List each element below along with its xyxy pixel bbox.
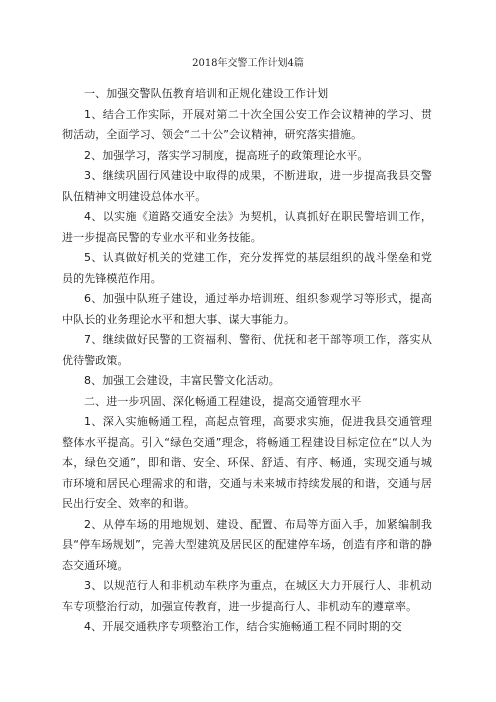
paragraph: 3、以规范行人和非机动车秩序为重点，在城区大力开展行人、非机动车专项整治行动，加强宣传教育，进一步提高行人、非机动车的遵章率。 bbox=[62, 579, 432, 613]
paragraph: 7、继续做好民警的工资福利、警衔、优抚和老干部等项工作，落实从优待警政策。 bbox=[62, 333, 432, 367]
paragraph: 1、深入实施畅通工程，高起点管理，高要求实施，促进我县交通管理整体水平提高。引入“绿色交通”理念，将畅通工程建设目标定位在“以人为本，绿色交通”，即和谐、安全、环保、舒适、有序、畅通，实现交通与城市环境和居民心理需求的和谐，交通与未来城市持续发展的和谐，交通与居民出行安全、效率的和谐。 bbox=[62, 415, 432, 510]
document-title: 2018年交警工作计划4篇 bbox=[192, 58, 304, 69]
paragraph: 2、从停车场的用地规划、建设、配置、布局等方面入手，加紧编制我县“停车场规划”，完善大型建筑及居民区的配建停车场，创造有序和谐的静态交通环境。 bbox=[62, 517, 432, 572]
document-body bbox=[62, 84, 432, 638]
paragraph: 1、结合工作实际，开展对第二十次全国公安工作会议精神的学习、贯彻活动，全面学习、领会“二十公”会议精神，研究落实措施。 bbox=[62, 107, 432, 141]
paragraph: 5、认真做好机关的党建工作，充分发挥党的基层组织的战斗堡垒和党员的先锋模范作用。 bbox=[62, 251, 432, 285]
paragraph: 4、开展交通秩序专项整治工作，结合实施畅通工程不同时期的交 bbox=[84, 620, 402, 633]
paragraph: 6、加强中队班子建设，通过举办培训班、组织参观学习等形式，提高中队长的业务理论水平和想大事、谋大事能力。 bbox=[62, 292, 432, 326]
paragraph: 3、继续巩固行风建设中取得的成果，不断进取，进一步提高我县交警队伍精神文明建设总体水平。 bbox=[62, 169, 432, 203]
paragraph: 2、加强学习，落实学习制度，提高班子的政策理论水平。 bbox=[84, 148, 369, 162]
section-heading: 一、加强交警队伍教育培训和正规化建设工作计划 bbox=[84, 87, 329, 100]
section-heading: 二、进一步巩固、深化畅通工程建设，提高交通管理水平 bbox=[84, 394, 362, 408]
paragraph: 8、加强工会建设，丰富民警文化活动。 bbox=[84, 374, 280, 387]
paragraph: 4、以实施《道路交通安全法》为契机，认真抓好在职民警培训工作，进一步提高民警的专业水平和业务技能。 bbox=[62, 210, 432, 244]
